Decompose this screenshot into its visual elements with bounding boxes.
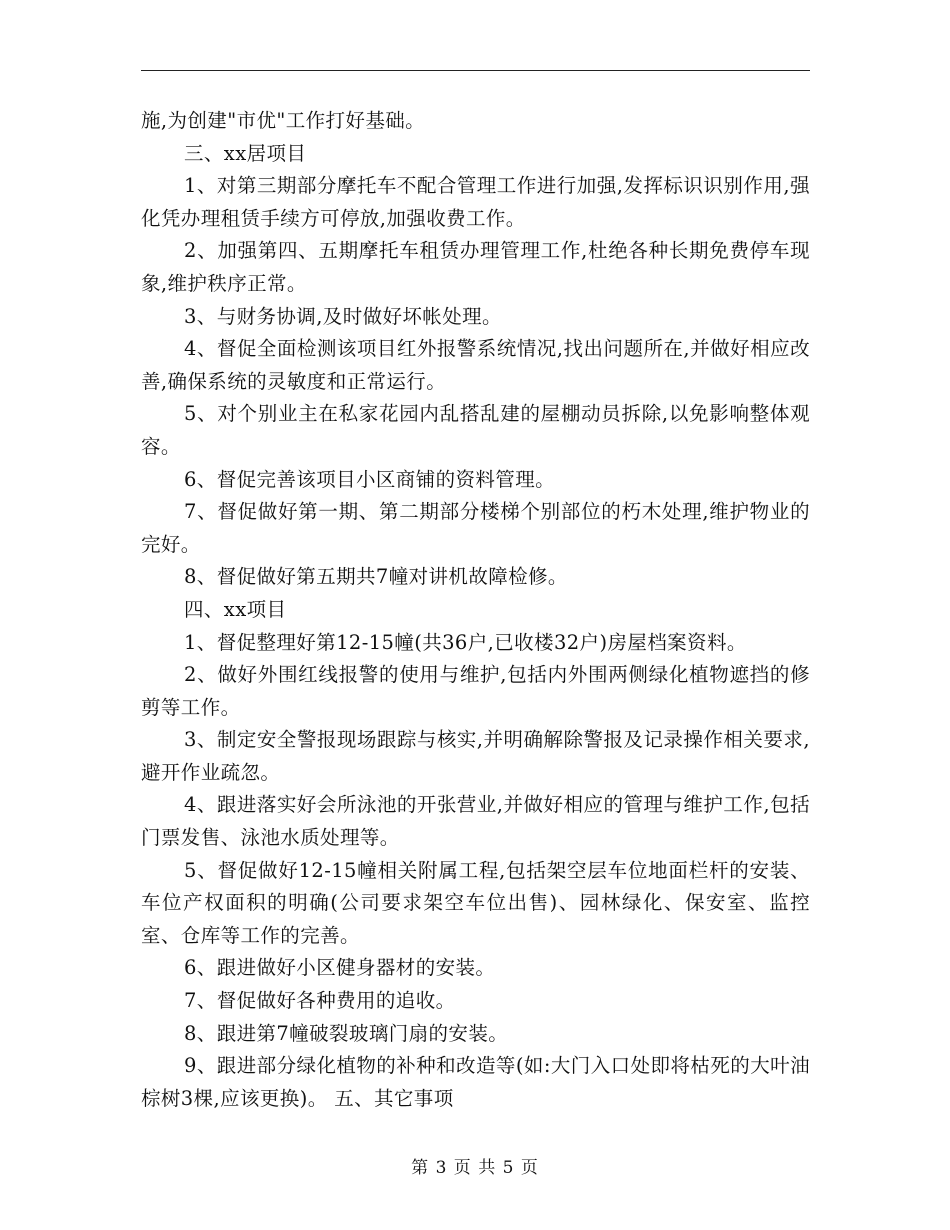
footer-total-pages: 5 xyxy=(502,1158,515,1178)
footer-label-of: 页 共 xyxy=(453,1158,497,1178)
paragraph: 8、督促做好第五期共7幢对讲机故障检修。 xyxy=(184,565,568,589)
paragraph: 3、制定安全警报现场跟踪与核实,并明确解除警报及记录操作相关要求,避开作业疏忽。 xyxy=(141,728,810,784)
paragraph: 5、督促做好12-15幢相关附属工程,包括架空层车位地面栏杆的安装、车位产权面积的明确(公司要求架空车位出售)、园林绿化、保安室、监控室、仓库等工作的完善。 xyxy=(141,858,810,947)
paragraph: 6、跟进做好小区健身器材的安装。 xyxy=(184,956,496,980)
section-heading: 三、xx居项目 xyxy=(184,141,307,165)
footer-label-page: 第 xyxy=(411,1158,430,1178)
paragraph: 施,为创建"市优"工作打好基础。 xyxy=(141,109,426,132)
paragraph: 3、与财务协调,及时做好坏帐处理。 xyxy=(184,304,502,328)
page-footer xyxy=(0,1153,950,1178)
paragraph: 9、跟进部分绿化植物的补种和改造等(如:大门入口处即将枯死的大叶油棕树3棵,应该更换)。 五、其它事项 xyxy=(141,1054,810,1110)
paragraph: 5、对个别业主在私家花园内乱搭乱建的屋棚动员拆除,以免影响整体观容。 xyxy=(141,402,810,458)
section-heading: 四、xx项目 xyxy=(184,597,287,621)
header-rule xyxy=(141,70,810,71)
paragraph: 7、督促做好各种费用的追收。 xyxy=(184,989,456,1013)
paragraph: 2、做好外围红线报警的使用与维护,包括内外围两侧绿化植物遮挡的修剪等工作。 xyxy=(141,663,810,719)
paragraph: 7、督促做好第一期、第二期部分楼梯个别部位的朽木处理,维护物业的完好。 xyxy=(141,500,810,556)
paragraph: 1、对第三期部分摩托车不配合管理工作进行加强,发挥标识识别作用,强化凭办理租赁手续方可停放,加强收费工作。 xyxy=(141,174,810,230)
footer-label-end: 页 xyxy=(520,1158,539,1178)
paragraph: 4、督促全面检测该项目红外报警系统情况,找出问题所在,并做好相应改善,确保系统的灵敏度和正常运行。 xyxy=(141,337,810,393)
paragraph: 8、跟进第7幢破裂玻璃门扇的安装。 xyxy=(184,1021,509,1045)
footer-current-page: 3 xyxy=(435,1158,448,1178)
paragraph: 1、督促整理好第12-15幢(共36户,已收楼32户)房屋档案资料。 xyxy=(184,630,747,654)
paragraph: 4、跟进落实好会所泳池的开张营业,并做好相应的管理与维护工作,包括门票发售、泳池水质处理等。 xyxy=(141,793,810,850)
paragraph: 2、加强第四、五期摩托车租赁办理管理工作,杜绝各种长期免费停车现象,维护秩序正常。 xyxy=(141,239,810,295)
document-body xyxy=(141,105,810,1115)
paragraph: 6、督促完善该项目小区商铺的资料管理。 xyxy=(184,467,556,491)
